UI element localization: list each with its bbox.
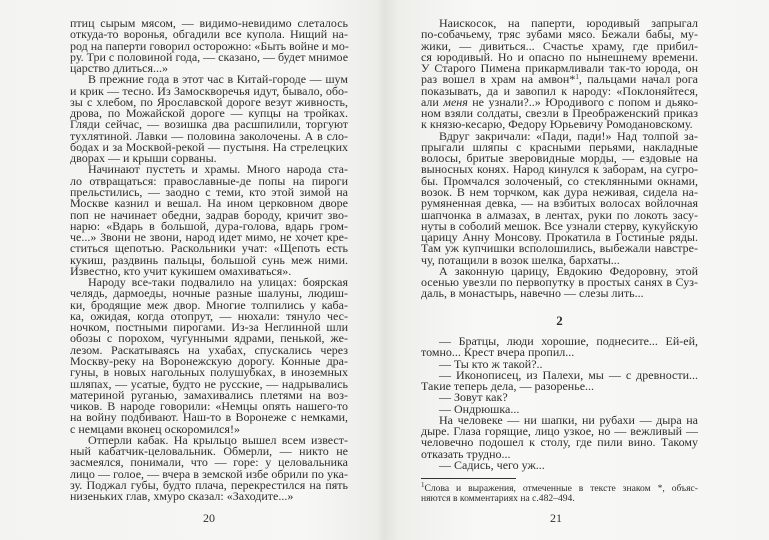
text-line: — Иконописец, из Палехи, мы — с древности... <box>439 367 698 382</box>
right-page-text <box>421 18 698 300</box>
text-line: На человеке — ни шапки, ни рубахи — дыра на <box>439 412 698 427</box>
left-page-text <box>70 18 348 502</box>
paragraph <box>70 277 348 435</box>
text-line: с немцами вконец оскоромился!» <box>70 421 240 436</box>
text-line: род на паперти говорил осторожно: «Быть войне и мо- <box>70 38 349 53</box>
text-line: ный кабатчик-целовальник. Обмерли, — никто не <box>70 444 348 459</box>
text-line: че...» Звони не звони, народ идет мимо, не хочет кре- <box>70 230 348 245</box>
text-line: томно... Крест вчера пропил... <box>421 345 575 360</box>
text-line: ру. Три с половиной года, — сказано, — будет мнимое <box>70 49 349 64</box>
text-segment: , пальцами начал рога <box>578 72 698 87</box>
paragraph <box>421 263 698 301</box>
text-line: волосы, бритые зверовидные морды, — ездовые на <box>421 151 698 166</box>
text-line: румяненная девка, — на взбитых волосах войлочная <box>421 196 698 211</box>
text-line: шляпах, — усатые, будто не русские, — надрывались <box>70 376 348 391</box>
text-segment: али <box>421 94 444 109</box>
text-line: прыгали шляпы с красными перьями, накладные <box>421 139 698 154</box>
text-line: засмеялся, понимали, что — горе: у целовальника <box>70 455 348 470</box>
text-line: Гляди сейчас, — возишка два расшпилили, торгуют <box>70 117 348 132</box>
text-line: гуны, в новых нагольных полушубках, в иноземных <box>70 365 348 380</box>
footnote <box>421 481 698 505</box>
text-line: чу, потащили в возок шелка, бархаты... <box>421 252 620 267</box>
footnote-marker: 1 <box>575 73 579 82</box>
text-line: — Зовут как? <box>439 390 508 405</box>
text-line: ночком, постными пирогами. Из-за Неглинной шли <box>70 320 348 335</box>
paragraph <box>421 481 698 505</box>
text-segment: раз вошел в храм на амвон* <box>421 72 576 87</box>
text-line: и крик — тесно. Из Замоскворечья идут, бывало, обо- <box>70 83 348 98</box>
text-line: зу. Поджал губы, будто плача, перекрестился на пять <box>70 477 348 492</box>
text-line: дыре. Глаза горящие, лицо узкое, но — вежливый — <box>421 424 698 439</box>
footnote-divider <box>421 478 516 479</box>
text-line: Известно, кто учит кукишем омахиваться». <box>70 263 292 278</box>
text-line: Такие теперь дела, — разоренье... <box>421 379 595 394</box>
paragraph <box>70 74 348 164</box>
paragraph <box>70 164 348 277</box>
text-line: материной руганью, замахивались плетями на воз- <box>70 387 348 402</box>
text-line: Наискосок, на паперти, юродивый запрыгал <box>439 16 698 30</box>
emphasis-text: меня <box>443 94 468 109</box>
text-line: ном взяли солдаты, свезли в Преображенский приказ <box>421 106 698 121</box>
text-line: жики, — дивиться... Счастье храму, где прибил- <box>421 38 698 53</box>
text-line: осенью увезли по первопутку в простых санях в Суз- <box>421 275 698 290</box>
text-line: нуты в соболий мешок. Все узнали стерву, кукуйскую <box>421 218 698 233</box>
paragraph <box>421 412 698 461</box>
text-line: ло отвращаться: православные-де попы на пироги <box>70 173 348 188</box>
text-line: Москве казнил и вешал. На ином церковном дворе <box>70 196 348 211</box>
text-line: А законную царицу, Евдокию Федоровну, этой <box>439 263 698 278</box>
text-line: — Ты кто ж такой?.. <box>439 356 543 371</box>
chapter-heading: 2 <box>556 313 563 328</box>
text-segment: Слова и выражения, отмеченные в тексте знаком *, объяс- <box>424 483 698 494</box>
text-line: Москву-реку на Воронежскую дорогу. Конные дра- <box>70 353 348 368</box>
text-line: В прежние года в этот час в Китай-городе — шум <box>88 72 348 87</box>
text-line: человечно подошел к столу, где пили вино. Такому <box>421 435 698 450</box>
text-line: — Братцы, люди хорошие, поднесите... Ей-ей, <box>439 334 698 348</box>
text-line: бы. Промчался золоченый, со стеклянными окнами, <box>421 173 698 188</box>
text-line: к князю-кесарю, Федору Юрьевичу Ромодановскому. <box>421 117 693 132</box>
text-line: ся юродивый. Но и опасно по нынешнему времени. <box>421 49 698 64</box>
text-line: отказать трудно... <box>421 446 511 461</box>
paragraph <box>70 18 348 74</box>
text-line: челядь, дармоеды, ночные разные шалуны, людиш- <box>70 286 348 301</box>
text-line: ки, бродящие меж двор. Многие толпились у каба- <box>70 297 348 312</box>
page-number-right: 21 <box>550 511 562 525</box>
text-line: показывать, да и завопил к народу: «Поклоняйтеся, <box>421 83 698 98</box>
text-line: кукиш, раздвинь пальцы, большой сунь меж ними. <box>70 252 348 267</box>
text-line: — Садись, чего уж... <box>439 457 545 472</box>
text-line: дрова, по Можайской дороге — купцы на тройках. <box>70 106 348 121</box>
text-line: бодах и за Москвой-рекой — пустыня. На стрелецких <box>70 139 348 154</box>
text-line: возок. В нем торчком, как дура неживая, сидела на- <box>421 184 698 199</box>
text-line: лицо — голое, — вчера в земской избе обрили по ука- <box>70 466 348 481</box>
text-line: царицу Анну Монсову. Прокатила в Гостиные ряды. <box>421 230 698 245</box>
paragraph <box>421 336 698 359</box>
text-line: Там уж купчишки всполошились, выбежали навстре- <box>421 241 698 256</box>
text-line: выносных конях. Народ кинулся к заборам, на сугро- <box>421 162 698 177</box>
text-line: Начинают пустеть и храмы. Много народа ста- <box>88 162 348 177</box>
text-line: няются в комментариях на с.482–494. <box>421 493 575 505</box>
text-line: дворах — и крыши сорваны. <box>70 151 217 166</box>
text-line: поп не начинает обедни, задрав бороду, кричит зво- <box>70 207 348 222</box>
right-page-dialogue <box>421 336 698 471</box>
text-line: Вдруг закричали: «Пади, пади!» Над толпой за- <box>439 128 698 143</box>
text-segment: не узнали?..» Юродивого с попом и дьяко- <box>467 94 699 109</box>
text-line: Народу все-таки подвалило на улицах: боярская <box>88 275 348 290</box>
text-line: лезом. Раскатываясь на ухабах, спускались через <box>70 342 348 357</box>
text-line: царство длиться...» <box>70 61 168 76</box>
text-line: даль, в монастырь, навечно — слезы лить... <box>421 286 644 301</box>
text-line: шапчонка в алмазах, в лентах, руки по локоть засу- <box>421 207 698 222</box>
page-number-left: 20 <box>203 511 215 525</box>
text-line: Отперли кабак. На крыльцо вышел всем извест- <box>88 432 348 447</box>
paragraph <box>421 367 698 394</box>
paragraph <box>70 432 348 504</box>
text-line: зы с хлебом, по Ярославской дороге везут живность, <box>70 94 348 109</box>
paragraph <box>421 128 698 267</box>
text-line: обозы с порохом, чугунными ядрами, пенькой, же- <box>70 331 348 346</box>
text-line: — Ондрюшка... <box>439 401 520 416</box>
text-line: откуда-то воронья, обгадили все купола. Нищий на- <box>70 27 348 42</box>
footnote-marker: 1 <box>421 481 425 489</box>
text-line: У Старого Пимена прикармливали так-то юрода, он <box>421 61 698 76</box>
text-line: тухлятиной. Лавки — половина заколочены. А в сло- <box>70 128 348 143</box>
text-line: прельстились, — заодно с теми, кто этой зимой на <box>70 184 348 199</box>
text-line: ститься щепотью. Раскольники учат: «Щепоть есть <box>70 241 348 256</box>
text-line: чиков. В народе говорили: «Немцы опять нашего-то <box>70 399 348 414</box>
text-line: птиц сырым мясом, — видимо-невидимо слеталось <box>70 16 348 30</box>
text-line: по-собачьему, тряс зубами мясо. Бежали бабы, му- <box>421 27 698 42</box>
paragraph <box>421 18 698 131</box>
text-line: ка, ожидая, когда отопрут, — нюхали: тянуло чес- <box>70 308 348 323</box>
paragraph <box>421 457 698 472</box>
text-line: на войну подбивают. Наш-то в Воронеже с немками, <box>70 410 348 425</box>
text-line: низеньких глав, хмуро сказал: «Заходите...» <box>70 489 294 504</box>
text-line: нарю: «Вдарь в большой, дура-голова, вдарь гром- <box>70 218 348 233</box>
